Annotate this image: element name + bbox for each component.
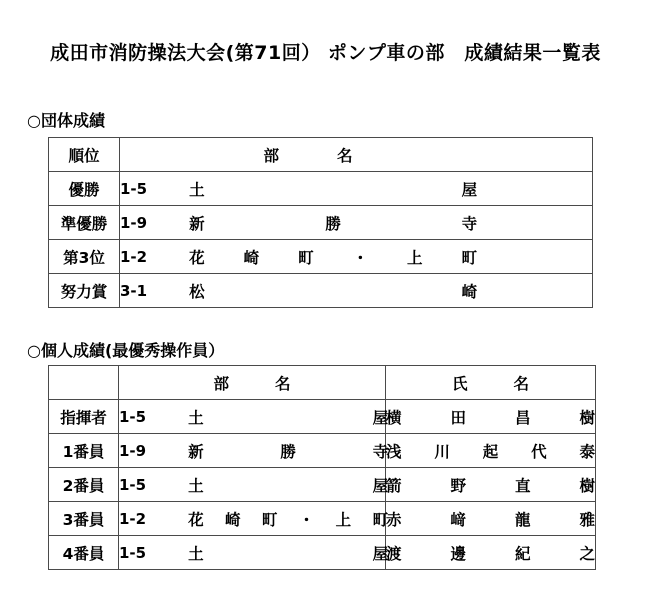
individual-role-1: 指揮者 [49,400,119,434]
division-code: 1-5 [119,475,147,494]
person-name-char: 起 [482,442,499,461]
person-name-char: 泰 [579,442,595,461]
column-header-division-name [120,138,593,172]
division-code: 1-9 [120,213,148,232]
individual-role-3: 2番員 [49,468,119,502]
person-name-char: 紀 [514,544,531,563]
division-name-char: 勝 [325,214,341,233]
division-name [188,542,388,564]
table-row [49,400,596,434]
person-name-char: 横 [386,408,402,427]
column-header-division-char-1: 部 [213,374,229,393]
team-rank-4: 努力賞 [49,274,120,308]
team-results-table [48,137,593,308]
division-name [188,474,388,496]
person-name-char: 邊 [450,544,466,563]
person-name-char: 雅 [579,510,595,529]
division-name-char: 屋 [372,476,389,495]
individual-person-3 [386,468,596,502]
individual-role-4: 3番員 [49,502,119,536]
person-name-char: 樹 [579,408,595,427]
individual-role-2: 1番員 [49,434,119,468]
division-name-char: 寺 [461,214,478,233]
column-header-person-char-1: 氏 [451,374,468,393]
individual-role-5: 4番員 [49,536,119,570]
team-division-4 [120,274,593,308]
person-name-char: 田 [450,408,466,427]
individual-person-2 [386,434,596,468]
division-name-char: 町 [461,248,478,267]
division-name [189,280,477,302]
division-name-char: 町 [261,510,278,529]
division-code: 1-9 [119,441,147,460]
team-division-1 [120,172,593,206]
division-name-char: 崎 [461,282,478,301]
division-name-char: 崎 [243,248,260,267]
division-name-char: 土 [189,180,205,199]
person-name-char: 龍 [514,510,531,529]
person-name-char: 浅 [386,442,402,461]
table-row [49,536,596,570]
division-name-char: 新 [189,214,205,233]
division-name [189,212,477,234]
division-code: 1-2 [119,509,147,528]
individual-division-4 [119,502,389,536]
column-header-division-name [119,366,386,400]
table-row [49,434,596,468]
column-header-role [49,366,119,400]
division-name [188,406,388,428]
individual-division-5 [119,536,389,570]
page-title: 成田市消防操法大会(第71回） ポンプ車の部 成績結果一覧表 [50,42,601,64]
division-name-char: 勝 [280,442,296,461]
division-name-char: 屋 [461,180,478,199]
person-name-char: 直 [514,476,531,495]
division-name-char: 上 [407,248,423,267]
division-name-char: 上 [335,510,352,529]
person-name-char: 﨑 [450,510,466,529]
division-name-char: 松 [189,282,205,301]
team-rank-2: 準優勝 [49,206,120,240]
division-code: 3-1 [120,281,148,300]
table-header-row [49,366,596,400]
column-header-division-char-1: 部 [263,146,279,165]
division-name-char: 土 [188,408,204,427]
table-row [49,502,596,536]
division-name-char: 花 [188,510,204,529]
table-header-row [49,138,593,172]
division-name [189,178,477,200]
division-name-char: 崎 [225,510,241,529]
person-name-char: 赤 [386,510,402,529]
table-row [49,468,596,502]
team-rank-3: 第3位 [49,240,120,274]
division-name-char: 屋 [372,408,389,427]
column-header-person-name [386,366,596,400]
team-division-3 [120,240,593,274]
individual-division-3 [119,468,389,502]
division-code: 1-5 [120,179,148,198]
table-row [49,172,593,206]
person-name-char: 昌 [514,408,531,427]
division-name-char: 花 [189,248,205,267]
team-division-2 [120,206,593,240]
division-name [188,508,388,530]
individual-division-1 [119,400,389,434]
division-name-char: 土 [188,476,204,495]
person-name-char: 箭 [386,476,402,495]
division-name [188,440,388,462]
section-heading-team-results: ○団体成績 [27,111,105,130]
division-name-char: ・ [352,248,369,267]
division-name-char: 寺 [372,442,389,461]
division-name-char: 町 [372,510,389,529]
division-name-char: 町 [298,248,314,267]
person-name-char: 川 [434,442,450,461]
team-rank-1: 優勝 [49,172,120,206]
person-name-char: 渡 [386,544,402,563]
division-name [189,246,477,268]
table-row [49,240,593,274]
person-name-char: 樹 [579,476,595,495]
division-code: 1-5 [119,543,147,562]
section-heading-individual-results: ○個人成績(最優秀操作員） [27,341,225,360]
division-name-char: 土 [188,544,204,563]
person-name-char: 之 [579,544,595,563]
column-header-division-char-2: 名 [275,374,291,393]
person-name-char: 代 [531,442,547,461]
individual-division-2 [119,434,389,468]
table-row [49,274,593,308]
division-name-char: 新 [188,442,204,461]
individual-person-5 [386,536,596,570]
column-header-person-char-2: 名 [513,374,530,393]
person-name-char: 野 [450,476,466,495]
division-name-char: 屋 [372,544,389,563]
individual-person-1 [386,400,596,434]
individual-results-table [48,365,596,570]
column-header-rank: 順位 [49,138,120,172]
column-header-division-char-2: 名 [337,146,353,165]
individual-person-4 [386,502,596,536]
division-code: 1-2 [120,247,148,266]
division-code: 1-5 [119,407,147,426]
table-row [49,206,593,240]
division-name-char: ・ [298,510,315,529]
